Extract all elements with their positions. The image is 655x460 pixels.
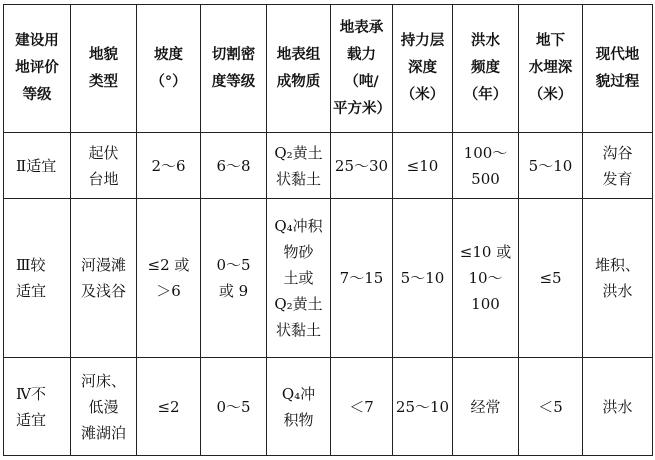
table-row: [4, 358, 653, 456]
table-cell: 河漫滩 及浅谷: [71, 199, 137, 358]
table-cell: ≤10: [393, 133, 453, 199]
header-cell-grade: 建设用 地评价 等级: [4, 5, 71, 133]
table-cell: ≤2 或 ＞6: [137, 199, 201, 358]
table-cell: 2～6: [137, 133, 201, 199]
header-cell-geomorphic-process: 现代地 貌过程: [583, 5, 653, 133]
table-cell: ＜7: [331, 358, 393, 456]
header-cell-groundwater-depth: 地下 水埋深 （米）: [519, 5, 583, 133]
table-cell: ≤5: [519, 199, 583, 358]
table-row: [4, 199, 653, 358]
table-cell: 堆积、 洪水: [583, 199, 653, 358]
table-cell: 25～10: [393, 358, 453, 456]
table-cell: 100～500: [453, 133, 519, 199]
table-cell: Q₄冲积 物砂 土或 Q₂黄土 状黏土: [267, 199, 331, 358]
table-cell: 洪水: [583, 358, 653, 456]
table-cell: Q₂黄土 状黏土: [267, 133, 331, 199]
header-cell-bearing-capacity: 地表承 载力 （吨/ 平方米）: [331, 5, 393, 133]
table-cell: 7～15: [331, 199, 393, 358]
header-row: [4, 5, 653, 133]
table-cell: 起伏 台地: [71, 133, 137, 199]
table-cell: 5～10: [519, 133, 583, 199]
header-cell-flood-frequency: 洪水 频度 （年）: [453, 5, 519, 133]
table-cell: Q₄冲 积物: [267, 358, 331, 456]
table-cell: 25～30: [331, 133, 393, 199]
header-cell-landform: 地貌 类型: [71, 5, 137, 133]
table-cell: 0～5 或 9: [201, 199, 267, 358]
table-cell: Ⅲ较 适宜: [4, 199, 71, 358]
header-cell-cutting-density: 切割密 度等级: [201, 5, 267, 133]
table-cell: ＜5: [519, 358, 583, 456]
table-row: [4, 133, 653, 199]
table-cell: 5～10: [393, 199, 453, 358]
header-cell-slope: 坡度 （°）: [137, 5, 201, 133]
header-cell-bearing-depth: 持力层 深度 （米）: [393, 5, 453, 133]
table-cell: ≤2: [137, 358, 201, 456]
table-cell: 0～5: [201, 358, 267, 456]
header-cell-surface-material: 地表组 成物质: [267, 5, 331, 133]
table-cell: Ⅳ不 适宜: [4, 358, 71, 456]
table-cell: 沟谷 发育: [583, 133, 653, 199]
table-cell: 经常: [453, 358, 519, 456]
table-cell: 6～8: [201, 133, 267, 199]
table-cell: Ⅱ适宜: [4, 133, 71, 199]
table-cell: 河床、 低漫 滩湖泊: [71, 358, 137, 456]
land-evaluation-table: [3, 4, 653, 456]
table-cell: ≤10 或 10～100: [453, 199, 519, 358]
